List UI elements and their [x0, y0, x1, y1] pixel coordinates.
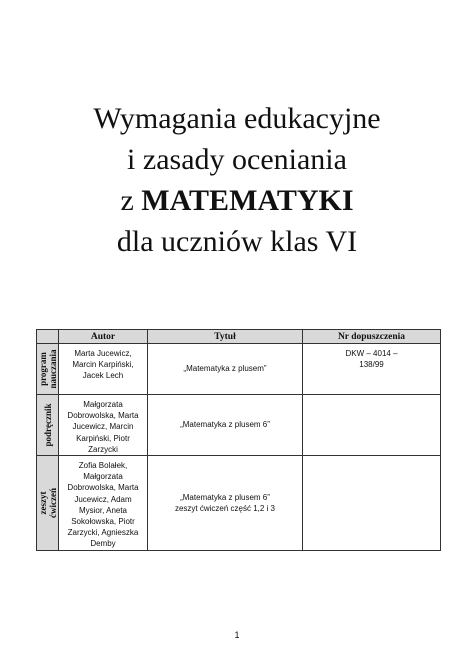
- approval-cell: [303, 456, 441, 551]
- approval-text: DKW – 4014 – 138/99: [345, 349, 398, 370]
- title-line-1: Wymagania edukacyjne: [93, 102, 381, 135]
- table-header-row: [37, 330, 441, 344]
- header-corner: [37, 330, 59, 344]
- approval-cell: [303, 344, 441, 395]
- author-text: Marta Jucewicz, Marcin Karpiński, Jacek Lech: [72, 349, 134, 381]
- header-title: Tytuł: [148, 330, 303, 344]
- title-cell: [148, 344, 303, 395]
- table-row: [37, 456, 441, 551]
- author-cell: [59, 344, 148, 395]
- title-line-2: i zasady oceniania: [127, 143, 347, 176]
- table-row: [37, 344, 441, 395]
- title-text: „Matematyka z plusem 6” zeszyt ćwiczeń część 1,2 i 3: [174, 492, 276, 513]
- row-label: program nauczania: [37, 349, 58, 389]
- row-label: zeszyt ćwiczeń: [37, 487, 58, 518]
- header-approval: Nr dopuszczenia: [303, 330, 441, 344]
- title-line-3: [0, 180, 474, 221]
- title-cell: [148, 456, 303, 551]
- title-line-3-prefix: z: [120, 184, 134, 217]
- title-text: „Matematyka z plusem”: [183, 364, 267, 374]
- title-subject: MATEMATYKI: [141, 184, 354, 217]
- author-cell: [59, 395, 148, 456]
- row-label-cell: [37, 456, 59, 551]
- title-cell: [148, 395, 303, 456]
- row-label-cell: [37, 344, 59, 395]
- author-text: Zofia Bolałek, Małgorzata Dobrowolska, Marta Jucewicz, Adam Mysior, Aneta Sokołowska, Piotr Zarzycki, Agnieszka Demby: [67, 461, 139, 549]
- author-text: Małgorzata Dobrowolska, Marta Jucewicz, Marcin Karpiński, Piotr Zarzycki: [67, 400, 139, 454]
- header-author: Autor: [59, 330, 148, 344]
- row-label: podręcznik: [42, 403, 53, 447]
- row-label-cell: [37, 395, 59, 456]
- title-text: „Matematyka z plusem 6”: [180, 420, 270, 430]
- table-row: [37, 395, 441, 456]
- approval-cell: [303, 395, 441, 456]
- page-number: 1: [234, 630, 240, 640]
- title-line-4: dla uczniów klas VI: [116, 225, 358, 258]
- author-cell: [59, 456, 148, 551]
- document-title: [0, 98, 474, 262]
- materials-table: [36, 329, 441, 551]
